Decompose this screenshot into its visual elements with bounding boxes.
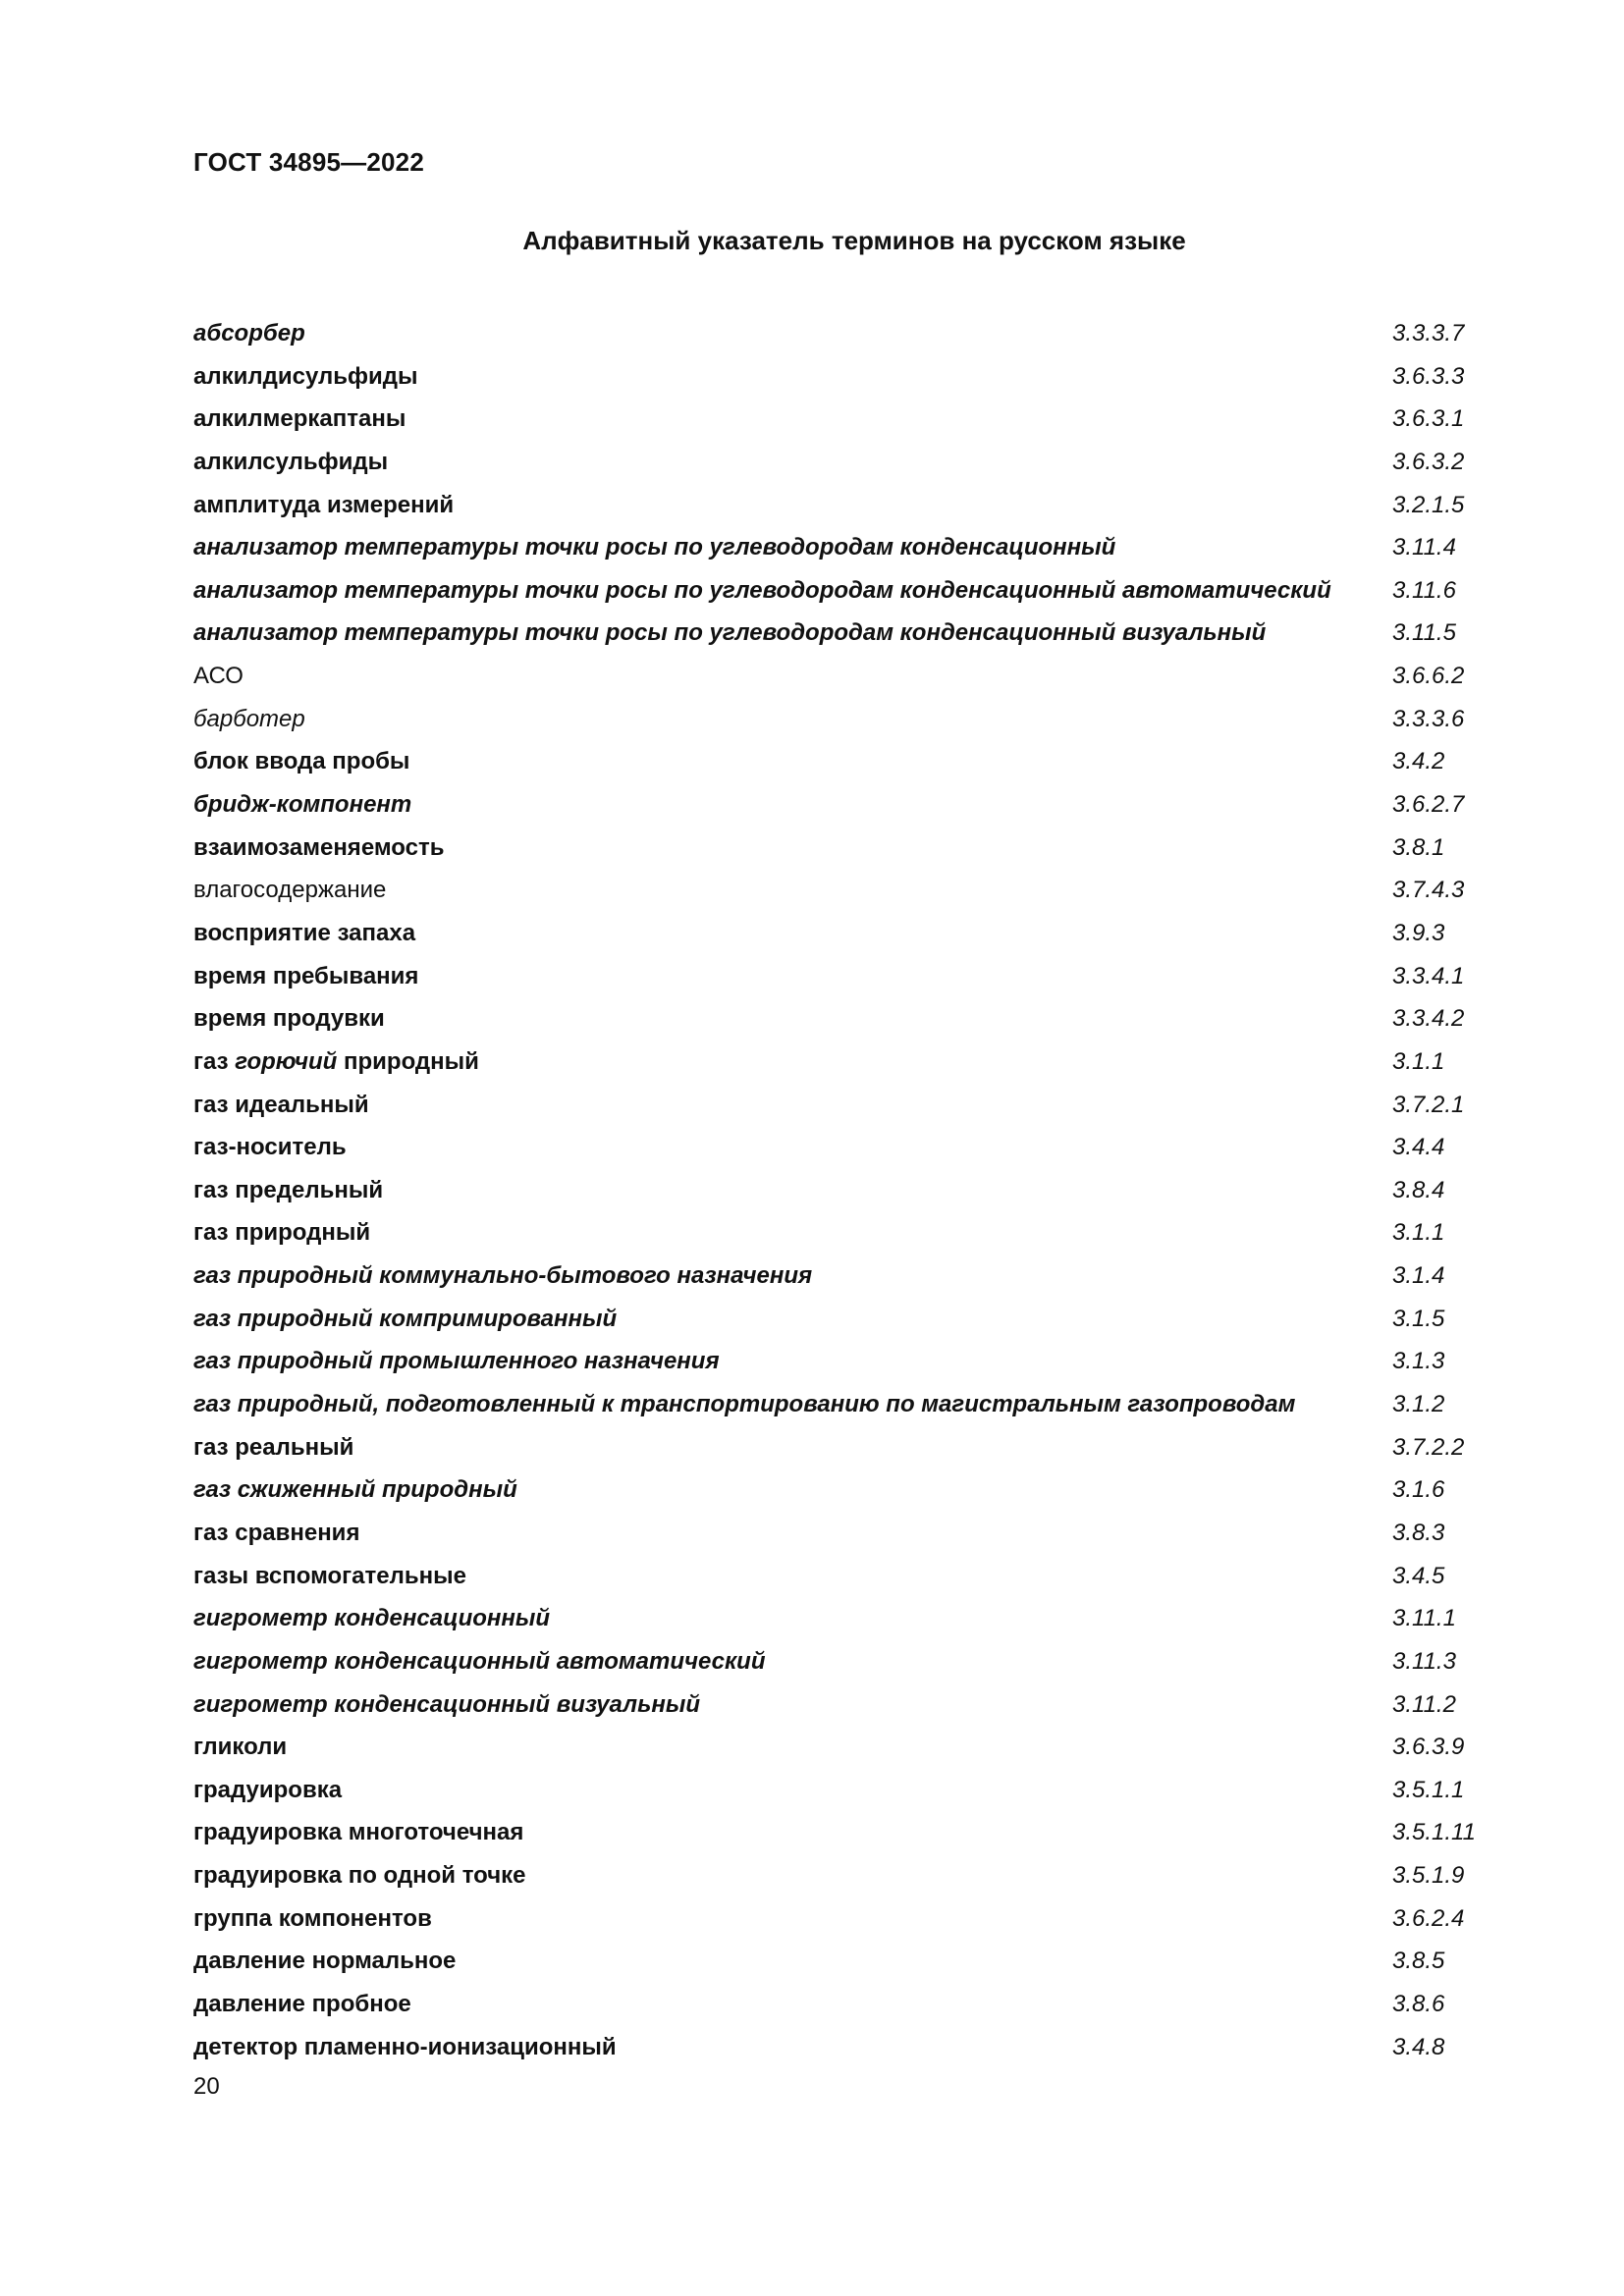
index-term: газ природный — [193, 1219, 371, 1247]
index-term: давление нормальное — [193, 1948, 457, 1975]
index-entry — [193, 1597, 1489, 1640]
index-entry — [193, 997, 1489, 1041]
index-entry — [193, 869, 1489, 912]
index-entry — [193, 484, 1489, 527]
index-term: давление пробное — [193, 1990, 411, 2017]
index-entry — [193, 398, 1489, 441]
index-term: восприятие запаха — [193, 919, 416, 946]
index-term: гигрометр конденсационный автоматический — [193, 1647, 766, 1675]
index-entry — [193, 1383, 1489, 1426]
index-reference: 3.6.2.7 — [1392, 791, 1465, 819]
index-term: газы вспомогательные — [193, 1562, 466, 1589]
index-reference: 3.1.5 — [1392, 1305, 1445, 1332]
index-entry — [193, 955, 1489, 998]
index-entry — [193, 698, 1489, 741]
index-entry — [193, 912, 1489, 955]
index-term: барботер — [193, 705, 305, 732]
term-index-list — [193, 312, 1489, 2068]
index-reference: 3.8.5 — [1392, 1948, 1445, 1975]
index-term: детектор пламенно-ионизационный — [193, 2033, 617, 2060]
index-entry — [193, 1298, 1489, 1341]
index-entry — [193, 1126, 1489, 1169]
index-term: бридж-компонент — [193, 791, 412, 819]
index-entry — [193, 1769, 1489, 1812]
index-reference: 3.6.3.2 — [1392, 448, 1465, 475]
index-term-part: природный — [337, 1047, 479, 1075]
index-term: газ предельный — [193, 1176, 384, 1203]
index-reference: 3.8.6 — [1392, 1990, 1445, 2017]
index-reference: 3.6.6.2 — [1392, 663, 1465, 690]
index-reference: 3.7.2.2 — [1392, 1433, 1465, 1461]
index-entry — [193, 1426, 1489, 1469]
index-entry — [193, 1255, 1489, 1298]
index-reference: 3.1.3 — [1392, 1348, 1445, 1375]
index-term: группа компонентов — [193, 1904, 432, 1932]
index-entry — [193, 1897, 1489, 1941]
index-reference: 3.5.1.11 — [1392, 1819, 1476, 1846]
index-reference: 3.6.3.9 — [1392, 1734, 1465, 1761]
index-term: газ идеальный — [193, 1091, 369, 1118]
index-term: гигрометр конденсационный — [193, 1605, 551, 1632]
index-entry — [193, 1555, 1489, 1598]
index-reference: 3.2.1.5 — [1392, 491, 1465, 518]
index-reference: 3.3.3.6 — [1392, 705, 1465, 732]
index-entry — [193, 1983, 1489, 2026]
index-term: градуировка по одной точке — [193, 1862, 526, 1890]
index-term: абсорбер — [193, 320, 305, 347]
index-reference: 3.8.4 — [1392, 1176, 1445, 1203]
index-entry — [193, 1940, 1489, 1983]
index-reference: 3.4.4 — [1392, 1134, 1445, 1161]
index-entry — [193, 355, 1489, 399]
index-title: Алфавитный указатель терминов на русском языке — [522, 226, 1186, 255]
index-entry — [193, 1468, 1489, 1512]
index-reference: 3.6.3.1 — [1392, 405, 1465, 433]
index-term: влагосодержание — [193, 877, 387, 904]
index-reference: 3.9.3 — [1392, 919, 1445, 946]
index-reference: 3.4.2 — [1392, 748, 1445, 775]
index-term: гликоли — [193, 1734, 288, 1761]
index-reference: 3.11.4 — [1392, 534, 1456, 561]
index-entry — [193, 441, 1489, 484]
index-term: газ реальный — [193, 1433, 354, 1461]
index-reference: 3.8.1 — [1392, 833, 1445, 861]
index-reference: 3.1.1 — [1392, 1219, 1445, 1247]
index-term: газ сжиженный природный — [193, 1476, 517, 1504]
index-term: время продувки — [193, 1005, 385, 1033]
index-term — [193, 1041, 479, 1084]
index-reference: 3.1.1 — [1392, 1047, 1445, 1075]
index-entry — [193, 740, 1489, 783]
index-term: алкилдисульфиды — [193, 362, 418, 390]
index-reference: 3.7.4.3 — [1392, 877, 1465, 904]
index-term: амплитуда измерений — [193, 491, 455, 518]
index-reference: 3.1.6 — [1392, 1476, 1445, 1504]
index-reference: 3.11.5 — [1392, 619, 1456, 647]
document-code: ГОСТ 34895—2022 — [193, 147, 424, 177]
index-entry — [193, 827, 1489, 870]
index-reference: 3.5.1.9 — [1392, 1862, 1465, 1890]
index-reference: 3.1.2 — [1392, 1391, 1445, 1418]
index-entry — [193, 1169, 1489, 1212]
index-term: градуировка — [193, 1776, 343, 1803]
index-reference: 3.11.6 — [1392, 576, 1456, 604]
index-term: гигрометр конденсационный визуальный — [193, 1690, 701, 1718]
index-reference: 3.8.3 — [1392, 1519, 1445, 1546]
page-number: 20 — [193, 2073, 220, 2100]
index-entry — [193, 1726, 1489, 1769]
index-reference: 3.6.2.4 — [1392, 1904, 1465, 1932]
index-entry — [193, 526, 1489, 569]
index-term: газ природный коммунально-бытового назначения — [193, 1262, 813, 1290]
index-reference: 3.3.3.7 — [1392, 320, 1465, 347]
index-reference: 3.11.3 — [1392, 1647, 1456, 1675]
index-reference: 3.3.4.1 — [1392, 962, 1465, 989]
index-term: анализатор температуры точки росы по углеводородам конденсационный визуальный — [193, 619, 1267, 647]
index-reference: 3.11.2 — [1392, 1690, 1456, 1718]
index-term: блок ввода пробы — [193, 748, 410, 775]
index-entry — [193, 312, 1489, 355]
index-term: АСО — [193, 663, 244, 690]
index-reference: 3.3.4.2 — [1392, 1005, 1465, 1033]
index-entry — [193, 1041, 1489, 1084]
index-term: анализатор температуры точки росы по углеводородам конденсационный — [193, 534, 1116, 561]
index-term: газ-носитель — [193, 1134, 347, 1161]
index-term: газ сравнения — [193, 1519, 360, 1546]
index-reference: 3.7.2.1 — [1392, 1091, 1465, 1118]
index-term-part: газ — [193, 1047, 236, 1075]
index-reference: 3.1.4 — [1392, 1262, 1445, 1290]
index-entry — [193, 1211, 1489, 1255]
index-entry — [193, 1340, 1489, 1383]
index-term: взаимозаменяемость — [193, 833, 445, 861]
index-entry — [193, 783, 1489, 827]
index-term: время пребывания — [193, 962, 419, 989]
index-term: градуировка многоточечная — [193, 1819, 524, 1846]
index-entry — [193, 612, 1489, 655]
index-reference: 3.4.5 — [1392, 1562, 1445, 1589]
index-term: газ природный компримированный — [193, 1305, 618, 1332]
index-term: газ природный, подготовленный к транспортированию по магистральным газопроводам — [193, 1391, 1296, 1418]
index-reference: 3.11.1 — [1392, 1605, 1456, 1632]
index-entry — [193, 1640, 1489, 1683]
index-entry — [193, 1683, 1489, 1727]
index-term: газ природный промышленного назначения — [193, 1348, 720, 1375]
index-term-part: горючий — [235, 1047, 338, 1075]
index-entry — [193, 2026, 1489, 2069]
index-entry — [193, 1512, 1489, 1555]
index-entry — [193, 655, 1489, 698]
index-term: алкилсульфиды — [193, 448, 389, 475]
index-term: алкилмеркаптаны — [193, 405, 406, 433]
index-entry — [193, 569, 1489, 613]
index-entry — [193, 1811, 1489, 1854]
index-entry — [193, 1854, 1489, 1897]
index-reference: 3.6.3.3 — [1392, 362, 1465, 390]
index-term: анализатор температуры точки росы по углеводородам конденсационный автоматический — [193, 576, 1331, 604]
index-reference: 3.5.1.1 — [1392, 1776, 1465, 1803]
index-reference: 3.4.8 — [1392, 2033, 1445, 2060]
index-entry — [193, 1084, 1489, 1127]
